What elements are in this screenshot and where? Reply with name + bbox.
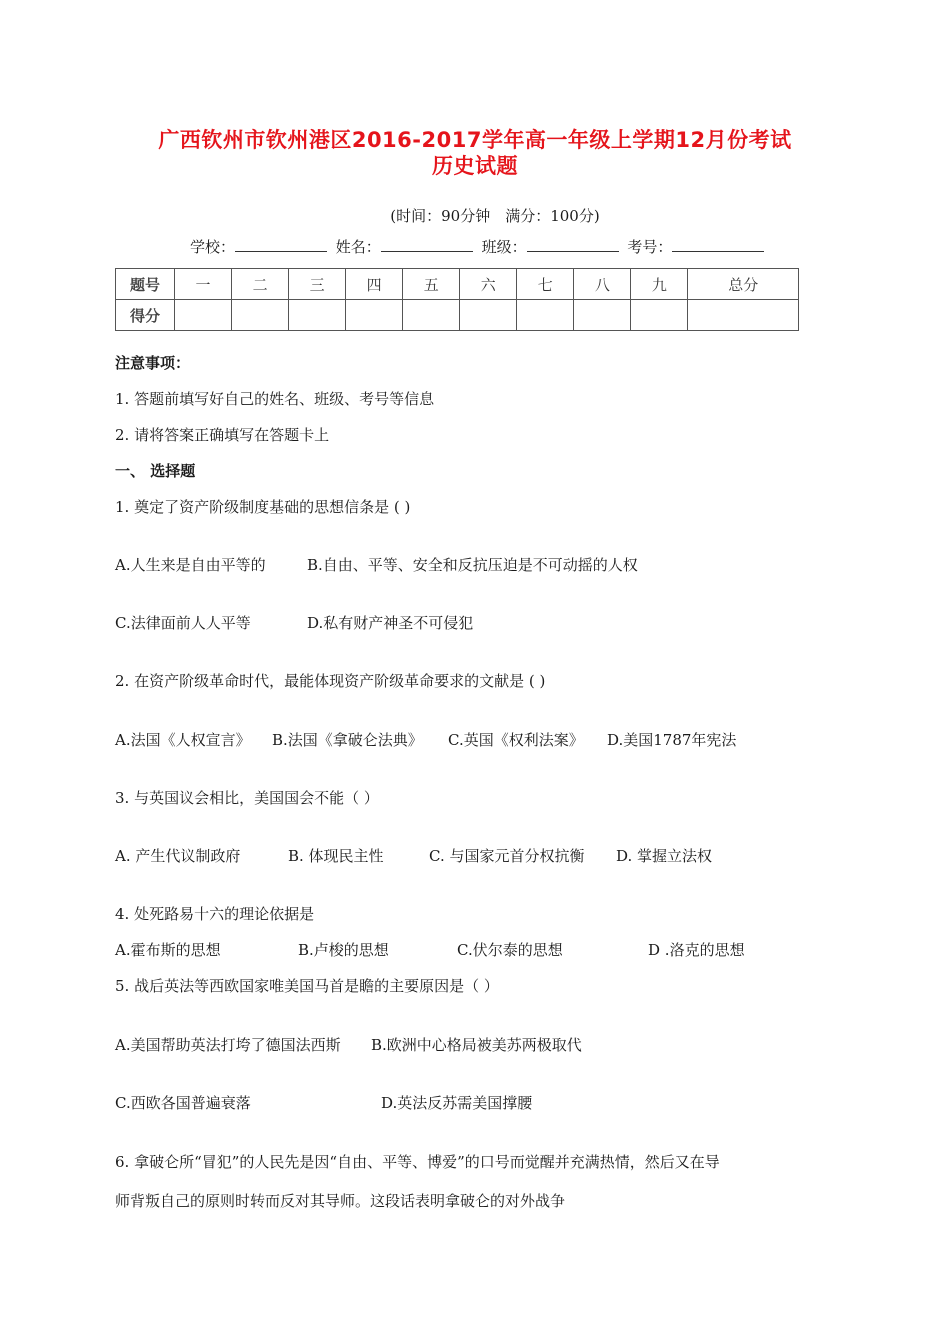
score-input-cell[interactable] <box>232 300 289 331</box>
number-blank[interactable] <box>672 237 764 252</box>
table-cell: 一 <box>175 269 232 300</box>
school-blank[interactable] <box>235 237 327 252</box>
section-heading: 一、 选择题 <box>115 462 196 480</box>
option-c: C. 与国家元首分权抗衡 <box>429 847 585 865</box>
score-input-cell[interactable] <box>631 300 688 331</box>
score-input-cell[interactable] <box>688 300 799 331</box>
question-options <box>115 939 840 960</box>
option-b: B.法国《拿破仑法典》 <box>272 731 423 749</box>
class-blank[interactable] <box>527 237 619 252</box>
table-cell: 三 <box>289 269 346 300</box>
question-options <box>115 845 840 866</box>
score-table-header-row <box>116 269 799 300</box>
note-item: 1. 答题前填写好自己的姓名、班级、考号等信息 <box>115 390 435 408</box>
table-cell: 二 <box>232 269 289 300</box>
option-c: C.西欧各国普遍衰落 <box>115 1094 251 1112</box>
question-options <box>115 554 840 575</box>
table-cell: 八 <box>574 269 631 300</box>
option-d: D.美国1787年宪法 <box>607 731 737 749</box>
question-options <box>115 612 840 633</box>
table-cell: 五 <box>403 269 460 300</box>
question-options <box>115 1034 840 1055</box>
question-stem: 2. 在资产阶级革命时代，最能体现资产阶级革命要求的文献是 ( ) <box>115 672 546 690</box>
question-stem: 5. 战后英法等西欧国家唯美国马首是瞻的主要原因是（ ） <box>115 977 499 995</box>
score-table-score-row <box>116 300 799 331</box>
question-stem: 6. 拿破仑所“冒犯”的人民先是因“自由、平等、博爱”的口号而觉醒并充满热情，然后又在导 <box>115 1153 720 1171</box>
table-cell: 六 <box>460 269 517 300</box>
option-b: B.自由、平等、安全和反抗压迫是不可动摇的人权 <box>307 556 638 574</box>
option-d: D.英法反苏需美国撑腰 <box>381 1094 533 1112</box>
exam-time-info: (时间：90分钟 满分：100分) <box>390 207 600 225</box>
option-b: B. 体现民主性 <box>288 847 384 865</box>
option-d: D .洛克的思想 <box>648 941 745 959</box>
score-input-cell[interactable] <box>517 300 574 331</box>
option-b: B.卢梭的思想 <box>298 941 389 959</box>
table-cell: 九 <box>631 269 688 300</box>
question-options <box>115 729 840 750</box>
table-cell: 得分 <box>116 300 175 331</box>
question-options <box>115 1092 840 1113</box>
option-c: C.法律面前人人平等 <box>115 614 251 632</box>
option-b: B.欧洲中心格局被美苏两极取代 <box>371 1036 582 1054</box>
school-label: 学校： <box>190 238 236 256</box>
question-stem: 4. 处死路易十六的理论依据是 <box>115 905 315 923</box>
option-a: A. 产生代议制政府 <box>115 847 241 865</box>
class-label: 班级： <box>481 238 527 256</box>
table-cell: 七 <box>517 269 574 300</box>
number-label: 考号： <box>627 238 673 256</box>
option-c: C.伏尔泰的思想 <box>457 941 563 959</box>
table-cell: 四 <box>346 269 403 300</box>
score-input-cell[interactable] <box>460 300 517 331</box>
score-input-cell[interactable] <box>574 300 631 331</box>
question-stem-continued: 师背叛自己的原则时转而反对其导师。这段话表明拿破仑的对外战争 <box>115 1192 566 1210</box>
notes-heading: 注意事项： <box>115 354 191 372</box>
question-stem: 3. 与英国议会相比，美国国会不能（ ） <box>115 789 379 807</box>
table-cell: 总分 <box>688 269 799 300</box>
name-label: 姓名： <box>335 238 381 256</box>
score-table <box>115 268 799 331</box>
option-a: A.美国帮助英法打垮了德国法西斯 <box>115 1036 341 1054</box>
option-a: A.法国《人权宣言》 <box>115 731 251 749</box>
exam-title-line2: 历史试题 <box>432 154 518 178</box>
option-d: D. 掌握立法权 <box>616 847 713 865</box>
score-input-cell[interactable] <box>175 300 232 331</box>
note-item: 2. 请将答案正确填写在答题卡上 <box>115 426 330 444</box>
table-cell: 题号 <box>116 269 175 300</box>
score-input-cell[interactable] <box>346 300 403 331</box>
name-blank[interactable] <box>381 237 473 252</box>
option-c: C.英国《权利法案》 <box>448 731 584 749</box>
exam-title-line1: 广西钦州市钦州港区2016-2017学年高一年级上学期12月份考试 <box>158 128 792 152</box>
option-d: D.私有财产神圣不可侵犯 <box>307 614 474 632</box>
score-input-cell[interactable] <box>289 300 346 331</box>
option-a: A.霍布斯的思想 <box>115 941 221 959</box>
student-info-fields <box>190 236 768 257</box>
score-input-cell[interactable] <box>403 300 460 331</box>
question-stem: 1. 奠定了资产阶级制度基础的思想信条是 ( ) <box>115 498 411 516</box>
option-a: A.人生来是自由平等的 <box>115 556 266 574</box>
